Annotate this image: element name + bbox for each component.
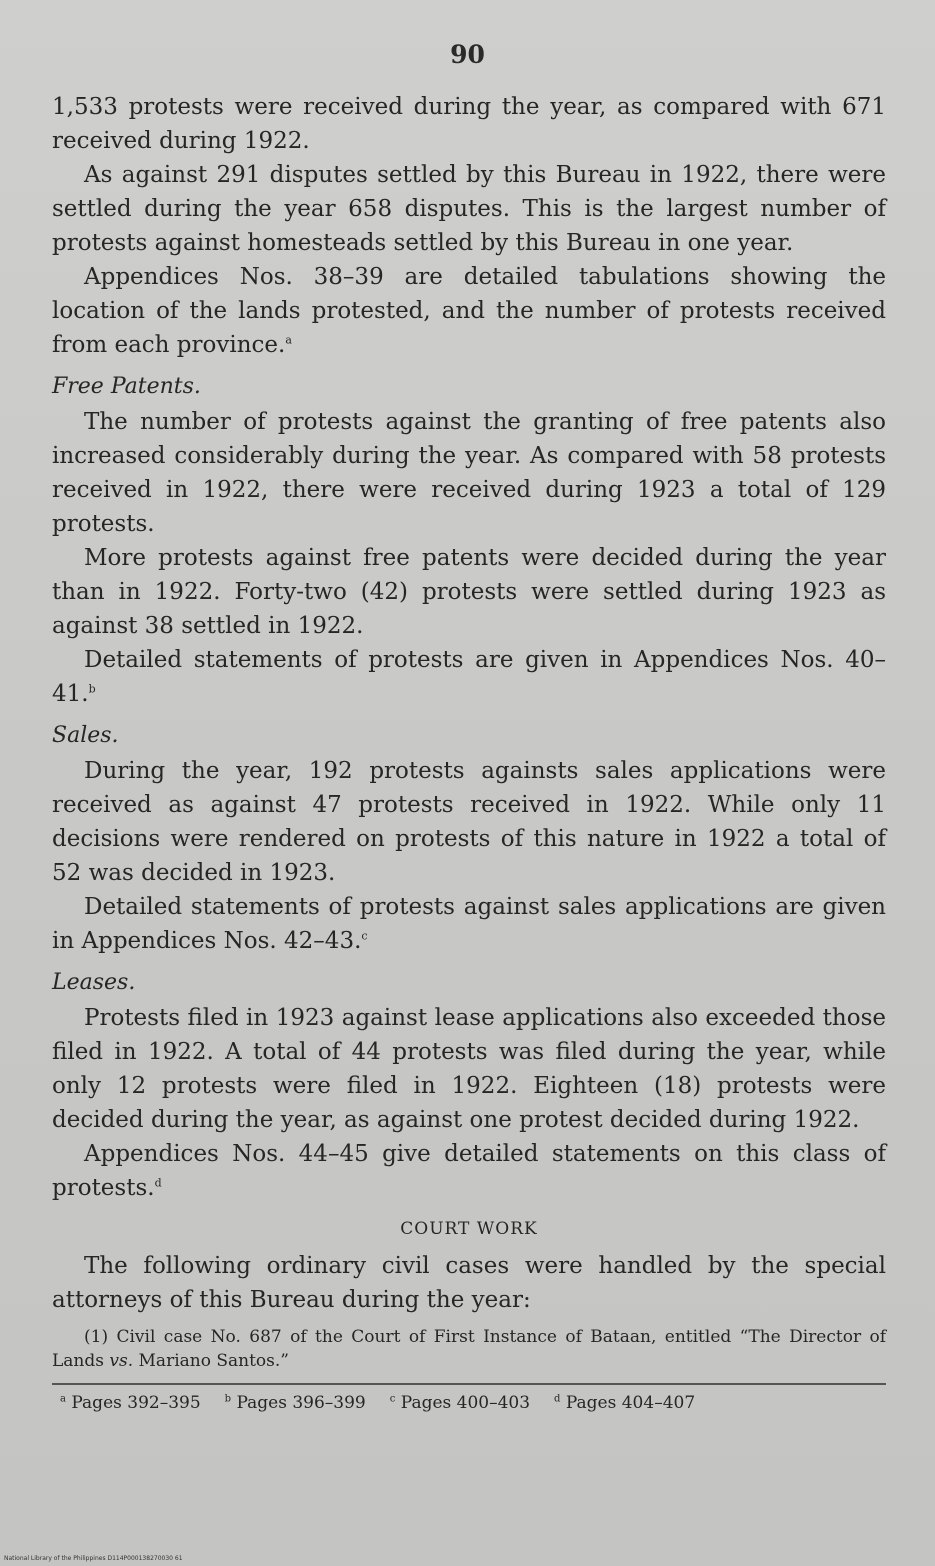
body-text [52, 90, 886, 1413]
footnote [554, 1393, 695, 1413]
footnote-text: Pages 396–399 [236, 1393, 366, 1413]
footnote-marker: d [154, 1176, 162, 1190]
footnote-divider [52, 1383, 886, 1385]
footnote-marker: b [88, 682, 96, 696]
paragraph: Protests filed in 1923 against lease applications also exceeded those filed in 1922. A total of 44 protests was filed during the year, while only 12 protests were filed in 1922. Eighteen (18) protests were decided during the year, as against one protest decided during 1922. [52, 1005, 886, 1133]
case-entry [52, 1325, 886, 1373]
paragraph [52, 260, 886, 362]
footnote-mark: a [60, 1393, 66, 1405]
footnote [225, 1393, 366, 1413]
paragraph-text: Appendices Nos. 38–39 are detailed tabulations showing the location of the lands protested, and the number of protests received from each province. [52, 264, 886, 358]
section-heading-sales: Sales. [52, 723, 119, 748]
footnote-marker: c [361, 929, 368, 943]
paragraph: As against 291 disputes settled by this Bureau in 1922, there were settled during the year 658 disputes. This is the largest number of protests against homesteads settled by this Bureau in one year. [52, 162, 886, 256]
footnote-text: Pages 404–407 [565, 1393, 696, 1413]
paragraph [52, 643, 886, 711]
footnote-marker: a [285, 333, 292, 347]
footnote-mark: c [389, 1393, 396, 1405]
case-text: (1) Civil case No. 687 of the Court of First Instance of Bataan, entitled “The Director of Lands [52, 1327, 886, 1371]
section-heading-leases: Leases. [52, 970, 136, 995]
paragraph-text: Detailed statements of protests against sales applications are given in Appendices Nos. 42–43. [52, 894, 886, 954]
case-versus: vs. [109, 1351, 134, 1371]
footnote-mark: b [224, 1393, 232, 1405]
footnote-mark: d [554, 1393, 561, 1405]
page-number: 90 [450, 40, 485, 69]
paragraph-text: Detailed statements of protests are given in Appendices Nos. 40–41. [52, 647, 886, 707]
paragraph [52, 1137, 886, 1205]
footnote-text: Pages 392–395 [71, 1393, 201, 1413]
paragraph: The number of protests against the granting of free patents also increased considerably during the year. As compared with 58 protests received in 1922, there were received during 1923 a total of 129 protests. [52, 409, 886, 537]
footnote-text: Pages 400–403 [400, 1393, 531, 1413]
section-heading-free-patents: Free Patents. [52, 374, 201, 399]
footnote [390, 1393, 530, 1413]
case-text: Mariano Santos.” [133, 1351, 289, 1371]
paragraph: The following ordinary civil cases were handled by the special attorneys of this Bureau during the year: [52, 1253, 886, 1313]
paragraph: 1,533 protests were received during the year, as compared with 671 received during 1922. [52, 94, 886, 154]
paragraph: During the year, 192 protests againsts sales applications were received as against 47 protests received in 1922. While only 11 decisions were rendered on protests of this nature in 1922 a total of 52 was decided in 1923. [52, 758, 886, 886]
paragraph: More protests against free patents were decided during the year than in 1922. Forty-two (42) protests were settled during 1923 as against 38 settled in 1922. [52, 545, 886, 639]
section-heading-court-work: COURT WORK [400, 1219, 538, 1239]
footnote [60, 1393, 201, 1413]
library-credit: National Library of the Philippines D114P000138270030 61 [4, 1555, 183, 1562]
paragraph-text: Appendices Nos. 44–45 give detailed statements on this class of protests. [52, 1141, 886, 1201]
paragraph [52, 890, 886, 958]
footnotes [52, 1393, 886, 1413]
